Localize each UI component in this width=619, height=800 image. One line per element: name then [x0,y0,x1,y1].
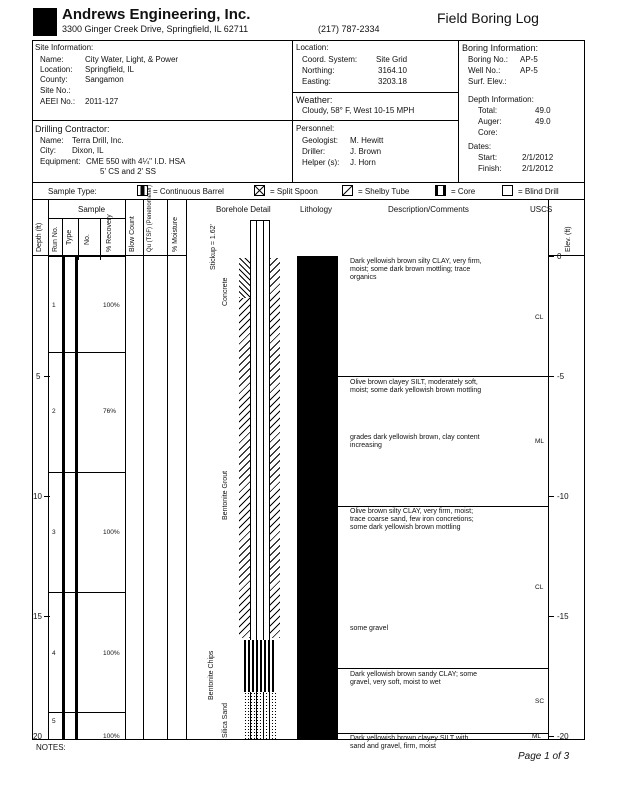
contractor-city: Dixon, IL [72,146,104,155]
location-heading: Location: [296,43,329,52]
moisture-header: % Moisture [172,216,179,252]
contractor-name: Terra Drill, Inc. [72,136,124,145]
borehole-detail-header: Borehole Detail [216,205,271,214]
shelby-tube-icon [342,185,353,196]
uscs-code: CL [535,314,544,321]
core-icon [435,185,446,196]
company-address: 3300 Ginger Creek Drive, Springfield, IL 62711 [62,24,249,34]
site-name-label: Name: [40,55,64,64]
silica-sand-fill [244,692,276,740]
auger-label: Auger: [478,117,502,126]
page-title: Field Boring Log [437,10,539,26]
start-label: Start: [478,153,498,162]
site-county: Sangamon [85,75,124,84]
northing-label: Northing: [302,66,335,75]
total-label: Total: [478,106,498,115]
boring-no-label: Boring No.: [468,55,509,64]
run-number: 3 [52,529,56,536]
dates-heading: Dates: [468,142,492,151]
elev-tick: 0 [557,252,562,261]
site-location: Springfield, IL [85,65,134,74]
boring-info-heading: Boring Information: [462,43,539,53]
core-run-bar [75,256,78,740]
depth-tick: 15 [33,612,42,621]
well-no-label: Well No.: [468,66,501,75]
run-number: 1 [52,302,56,309]
weather-heading: Weather: [296,95,333,105]
silica-sand-label: Silica Sand [222,702,229,738]
site-county-label: County: [40,75,68,84]
boring-no: AP-5 [520,55,538,64]
helper: J. Horn [350,158,376,167]
blow-count-header: Blow Count [129,216,136,252]
depth-tick: 5 [36,372,41,381]
qu-header: Qu (TSF) (Penetrometer) [147,184,153,252]
concrete-fill [239,258,250,298]
aeei-number: 2011-127 [85,97,119,106]
split-spoon-icon [254,185,265,196]
bentonite-grout-label: Bentonite Grout [222,470,229,520]
elevation-header: Elev. (ft) [565,226,572,252]
layer-description: Dark yellowish brown clayey SILT with sand and gravel, firm, moist [350,735,469,750]
depth-tick: 10 [33,492,42,501]
helper-label: Helper (s): [302,158,340,167]
run-no-header: Run No. [52,226,59,252]
concrete-label: Concrete [222,277,229,306]
run-recovery: 100% [103,733,120,740]
uscs-header: USCS [530,205,553,214]
lithology-header: Lithology [300,205,333,214]
auger-depth: 49.0 [535,117,551,126]
site-location-label: Location: [40,65,73,74]
coord-system: Site Grid [376,55,408,64]
contractor-name-label: Name: [40,136,64,145]
uscs-code: ML [535,438,545,445]
contractor-heading: Drilling Contractor: [35,124,110,134]
run-number: 5 [52,718,56,725]
depth-tick: 20 [33,732,42,741]
core-run-bar [62,256,65,740]
uscs-code: SC [535,698,545,705]
uscs-code: CL [535,584,544,591]
run-recovery: 76% [103,408,117,415]
legend-item: = Split Spoon [270,187,318,196]
no-header: No. [84,234,91,245]
depth-header: Depth (ft) [36,222,43,252]
site-info-heading: Site Information: [35,43,94,52]
blind-drill-icon [502,185,513,196]
surf-elev-label: Surf. Elev.: [468,77,507,86]
layer-description: grades dark yellowish brown, clay content increasing [350,434,480,449]
personnel-heading: Personnel: [296,124,335,133]
elev-tick: -5 [557,372,565,381]
company-logo [33,8,57,36]
run-number: 4 [52,650,56,657]
driller: J. Brown [350,147,382,156]
elev-tick: -15 [557,612,569,621]
stickup-label: Stickup = 1.62' [210,224,217,270]
layer-description: Dark yellowish brown sandy CLAY; some gravel, very soft, moist to wet [350,671,478,686]
site-name: City Water, Light, & Power [85,55,179,64]
legend-item: = Core [451,187,476,196]
equipment-line2: 5' CS and 2' SS [100,167,156,176]
grout-fill [270,258,280,638]
description-header: Description/Comments [388,205,469,214]
legend-title: Sample Type: [48,187,97,196]
coord-label: Coord. System: [302,55,358,64]
run-recovery: 100% [103,529,120,536]
weather-text: Cloudy, 58° F, West 10-15 MPH [302,106,415,115]
finish-label: Finish: [478,164,502,173]
legend-item: = Blind Drill [518,187,559,196]
grout-fill [239,298,250,638]
sample-header: Sample [78,205,106,214]
company-phone: (217) 787-2334 [318,24,380,34]
page-number: Page 1 of 3 [518,751,570,762]
start-date: 2/1/2012 [522,153,554,162]
northing: 3164.10 [378,66,407,75]
total-depth: 49.0 [535,106,551,115]
bentonite-chips-fill [244,640,276,692]
layer-description: some gravel [350,625,389,632]
equipment-label: Equipment: [40,157,81,166]
easting-label: Easting: [302,77,331,86]
depth-info-heading: Depth Information: [468,95,534,104]
layer-description: Dark yellowish brown silty CLAY, very firm, moist; some dark brown mottling; trace organics [350,258,482,281]
core-label: Core: [478,128,498,137]
aeei-label: AEEI No.: [40,97,76,106]
run-recovery: 100% [103,650,120,657]
legend-item: = Continuous Barrel [153,187,224,196]
lithology-column [297,256,338,740]
contractor-city-label: City: [40,146,56,155]
run-number: 2 [52,408,56,415]
driller-label: Driller: [302,147,326,156]
elev-tick: -20 [557,732,569,741]
recovery-header: % Recovery [106,214,113,252]
geologist: M. Hewitt [350,136,384,145]
uscs-code: ML [532,733,542,740]
finish-date: 2/1/2012 [522,164,554,173]
company-name: Andrews Engineering, Inc. [62,6,251,23]
geologist-label: Geologist: [302,136,339,145]
site-no-label: Site No.: [40,86,71,95]
run-recovery: 100% [103,302,120,309]
equipment: CME 550 with 4¼" I.D. HSA [86,157,186,166]
layer-description: Olive brown clayey SILT, moderately soft, moist; some dark yellowish brown mottling [350,379,482,394]
notes-label: NOTES: [36,743,66,752]
bentonite-chips-label: Bentonite Chips [208,650,215,700]
type-header: Type [66,229,73,245]
easting: 3203.18 [378,77,407,86]
well-no: AP-5 [520,66,538,75]
layer-description: Olive brown silty CLAY, very firm, moist; trace coarse sand, few iron concretions; some dark yellowish brown mottling [350,508,474,531]
legend-item: = Shelby Tube [358,187,410,196]
elev-tick: -10 [557,492,569,501]
